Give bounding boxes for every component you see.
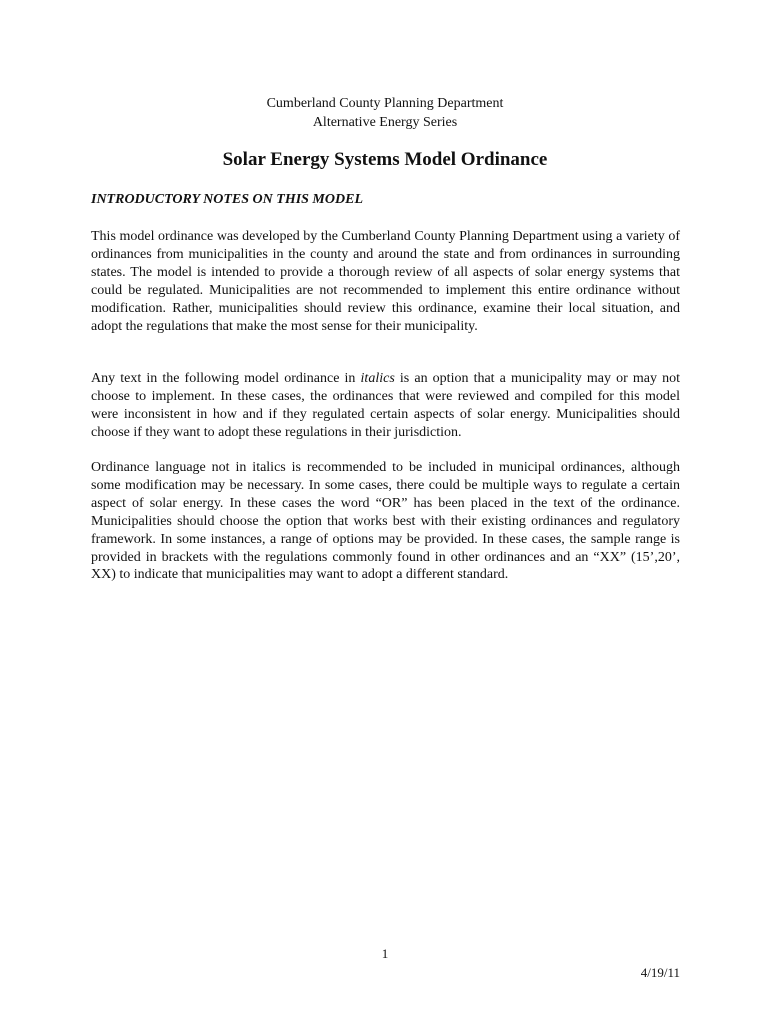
paragraph-2-text-start: Any text in the following model ordinance in (91, 371, 361, 386)
document-title: Solar Energy Systems Model Ordinance (222, 149, 548, 170)
series-name: Alternative Energy Series (312, 115, 458, 130)
paragraph-2-italic-word: italics (360, 371, 395, 386)
footer-date: 4/19/11 (640, 965, 680, 980)
paragraph-3: Ordinance language not in italics is recommended to be included in municipal ordinances, although some modification may be necessary. In some cases, there could be multiple ways to regulate a certain aspect of solar energy. In these cases the word “OR” has been placed in the text of the ordinance. Municipalities should choose the option that works best with their existing ordinances and regulatory framework. In some instances, a range of options may be provided. In these cases, the sample range is provided in brackets with the regulations commonly found in other ordinances and an “XX” (15’,20’, XX) to indicate that municipalities may want to adopt a different standard. (91, 460, 680, 583)
document-header (0, 94, 770, 132)
section-heading: INTRODUCTORY NOTES ON THIS MODEL (91, 192, 363, 207)
paragraph-2 (91, 370, 680, 442)
page-number: 1 (381, 946, 389, 961)
department-name: Cumberland County Planning Department (266, 96, 504, 111)
paragraph-2-text-end: is an option that a municipality may or may not choose to implement. In these cases, the ordinances that were reviewed and compiled for this model were inconsistent in how and if they regulated certain aspects of solar energy. Municipalities should choose if they want to adopt these regulations in their jurisdiction. (91, 371, 680, 440)
paragraph-1: This model ordinance was developed by the Cumberland County Planning Department using a variety of ordinances from municipalities in the county and around the state and from ordinances in surrounding states. The model is intended to provide a thorough review of all aspects of solar energy systems that could be regulated. Municipalities are not recommended to implement this entire ordinance without modification. Rather, municipalities should review this ordinance, examine their local situation, and adopt the regulations that make the most sense for their municipality. (91, 229, 680, 334)
